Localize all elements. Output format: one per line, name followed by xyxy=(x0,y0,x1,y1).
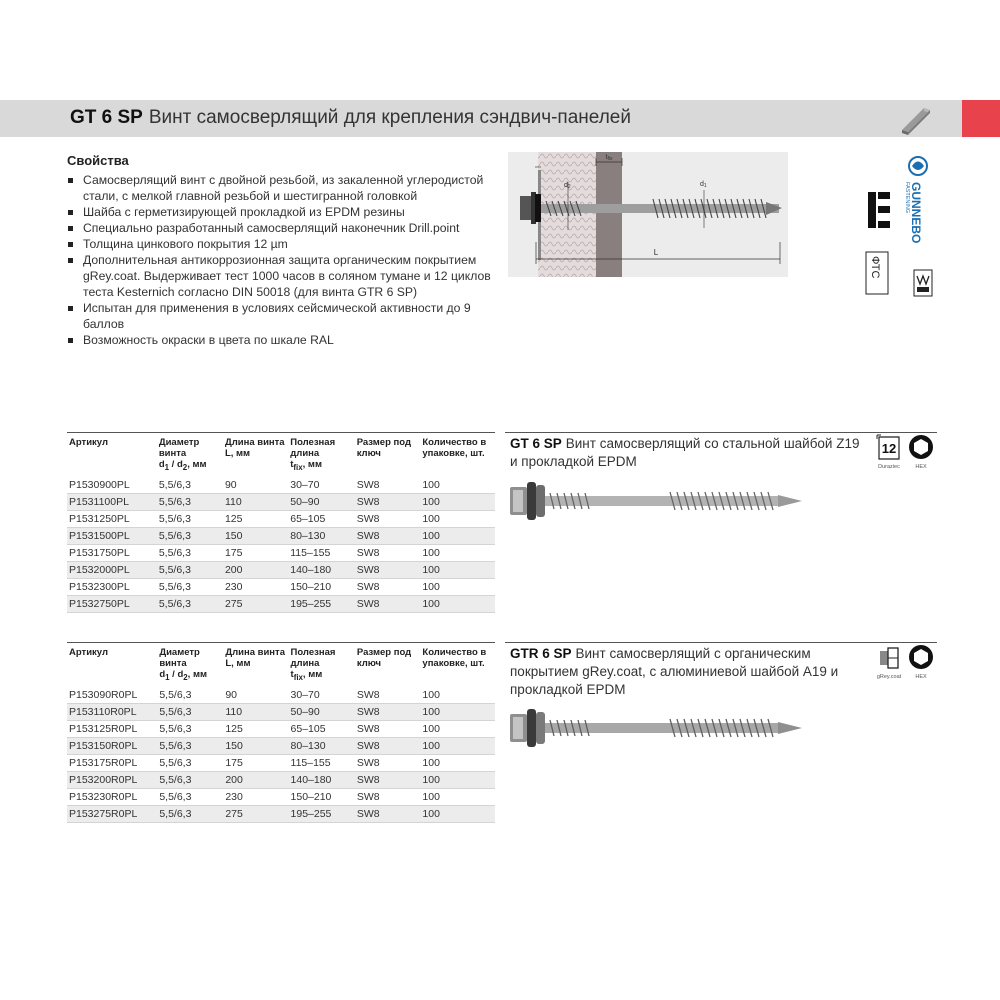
cell-useful-length: 80–130 xyxy=(288,527,354,544)
cell-package-qty: 100 xyxy=(420,771,495,788)
cell-useful-length: 30–70 xyxy=(288,477,354,494)
cell-wrench-size: SW8 xyxy=(355,578,421,595)
cell-diameter: 5,5/6,3 xyxy=(157,493,223,510)
cell-wrench-size: SW8 xyxy=(355,527,421,544)
cell-wrench-size: SW8 xyxy=(355,788,421,805)
label-d1: d1 xyxy=(700,181,707,189)
cell-wrench-size: SW8 xyxy=(355,754,421,771)
label-length: L xyxy=(653,248,659,257)
page-title-code: GT 6 SP xyxy=(70,107,143,128)
product2-title xyxy=(510,645,860,699)
col-package-qty: Количество в упаковке, шт. xyxy=(422,437,487,459)
cell-package-qty: 100 xyxy=(420,510,495,527)
property-item: Возможность окраски в цвета по шкале RAL xyxy=(67,332,497,348)
cell-wrench-size: SW8 xyxy=(355,477,421,494)
cell-useful-length: 195–255 xyxy=(288,595,354,612)
product1-screw-image xyxy=(510,478,805,524)
table-row xyxy=(67,578,495,595)
col-length: Длина винта L, мм xyxy=(225,647,285,669)
cell-diameter: 5,5/6,3 xyxy=(157,544,223,561)
cell-useful-length: 150–210 xyxy=(288,578,354,595)
col-wrench-size: Размер под ключ xyxy=(356,437,411,459)
col-useful-length: Полезная длина $t_{fix}$, мм xyxy=(290,647,336,682)
table-row xyxy=(67,561,495,578)
cell-diameter: 5,5/6,3 xyxy=(157,510,223,527)
cell-package-qty: 100 xyxy=(420,595,495,612)
cell-wrench-size: SW8 xyxy=(355,687,421,704)
hex-head-icon xyxy=(909,435,933,470)
cell-package-qty: 100 xyxy=(420,737,495,754)
cell-wrench-size: SW8 xyxy=(355,805,421,822)
cell-package-qty: 100 xyxy=(420,527,495,544)
cell-useful-length: 50–90 xyxy=(289,703,355,720)
cert-quality-icon xyxy=(914,270,932,296)
label-d2: d2 xyxy=(564,182,571,190)
screw-dimension-diagram xyxy=(508,152,788,277)
cell-length: 230 xyxy=(223,578,288,595)
cell-diameter: 5,5/6,3 xyxy=(157,687,223,704)
cell-article: P153110R0PL xyxy=(67,703,157,720)
product1-code: GT 6 SP xyxy=(510,436,562,451)
label-tfix: tfix xyxy=(605,154,613,162)
table-row xyxy=(67,544,495,561)
cell-article: P153150R0PL xyxy=(67,737,157,754)
cell-useful-length: 65–105 xyxy=(288,510,354,527)
cell-diameter: 5,5/6,3 xyxy=(157,788,223,805)
cell-package-qty: 100 xyxy=(420,788,495,805)
property-item: Шайба с герметизирующей прокладкой из EPDM резины xyxy=(67,204,497,220)
table-row xyxy=(67,771,495,788)
cell-diameter: 5,5/6,3 xyxy=(157,477,223,494)
cell-diameter: 5,5/6,3 xyxy=(157,578,223,595)
cell-article: P1530900PL xyxy=(67,477,157,494)
cell-useful-length: 115–155 xyxy=(288,544,354,561)
cell-package-qty: 100 xyxy=(420,544,495,561)
cell-wrench-size: SW8 xyxy=(355,737,421,754)
cell-length: 125 xyxy=(223,720,288,737)
brand-column xyxy=(862,152,937,302)
cell-length: 90 xyxy=(223,477,288,494)
cell-package-qty: 100 xyxy=(420,477,495,494)
zinc-12-icon xyxy=(877,435,900,470)
property-item: Толщина цинкового покрытия 12 µm xyxy=(67,236,497,252)
cell-wrench-size: SW8 xyxy=(355,703,421,720)
table-row xyxy=(67,510,495,527)
cell-useful-length: 140–180 xyxy=(289,771,355,788)
cell-useful-length: 150–210 xyxy=(289,788,355,805)
cell-useful-length: 30–70 xyxy=(289,687,355,704)
product2-screw-image xyxy=(510,705,805,751)
cell-length: 110 xyxy=(223,703,288,720)
brand-name: GUNNEBO xyxy=(909,182,923,244)
properties-list xyxy=(67,172,497,348)
cell-diameter: 5,5/6,3 xyxy=(157,527,223,544)
table-row xyxy=(67,805,495,822)
col-useful-length: Полезная длина $t_{fix}$, мм xyxy=(290,437,336,472)
col-article: Артикул xyxy=(69,647,108,658)
page-title xyxy=(70,107,631,129)
cell-length: 150 xyxy=(223,737,288,754)
cell-length: 275 xyxy=(223,595,288,612)
cell-diameter: 5,5/6,3 xyxy=(157,703,223,720)
table-row xyxy=(67,754,495,771)
cell-useful-length: 65–105 xyxy=(289,720,355,737)
table-row xyxy=(67,493,495,510)
col-article: Артикул xyxy=(69,437,108,448)
cell-article: P153090R0PL xyxy=(67,687,157,704)
col-package-qty: Количество в упаковке, шт. xyxy=(422,647,487,669)
table-row xyxy=(67,720,495,737)
col-diameter: Диаметр винта $d_1 / d_2$, мм xyxy=(158,437,207,472)
table-row xyxy=(67,477,495,494)
col-diameter: Диаметр винта $d_1 / d_2$, мм xyxy=(159,647,208,682)
properties-heading: Свойства xyxy=(67,153,129,168)
cell-length: 200 xyxy=(223,771,288,788)
property-item: Специально разработанный самосверлящий наконечник Drill.point xyxy=(67,220,497,236)
cell-useful-length: 140–180 xyxy=(288,561,354,578)
cell-article: P1532750PL xyxy=(67,595,157,612)
header-accent xyxy=(962,100,1000,137)
product1-icons xyxy=(875,433,937,473)
grey-coat-caption: gRey.coat xyxy=(876,674,902,680)
hex-head-icon xyxy=(909,645,933,680)
product-table-gtr6sp xyxy=(67,642,495,823)
cell-article: P153275R0PL xyxy=(67,805,157,822)
cert-text: ФТС xyxy=(869,256,881,279)
cell-article: P1531500PL xyxy=(67,527,157,544)
col-wrench-size: Размер под ключ xyxy=(356,647,412,669)
cell-length: 200 xyxy=(223,561,288,578)
cell-length: 90 xyxy=(223,687,288,704)
cell-package-qty: 100 xyxy=(420,493,495,510)
cell-package-qty: 100 xyxy=(420,720,495,737)
cell-wrench-size: SW8 xyxy=(355,720,421,737)
cell-diameter: 5,5/6,3 xyxy=(157,720,223,737)
cell-wrench-size: SW8 xyxy=(355,510,421,527)
cell-wrench-size: SW8 xyxy=(355,595,421,612)
cell-article: P153200R0PL xyxy=(67,771,157,788)
table-row xyxy=(67,703,495,720)
cell-length: 275 xyxy=(223,805,288,822)
hex-caption: HEX xyxy=(915,464,927,470)
cell-useful-length: 115–155 xyxy=(289,754,355,771)
hex-caption: HEX xyxy=(915,674,927,680)
product2-code: GTR 6 SP xyxy=(510,646,572,661)
cell-length: 125 xyxy=(223,510,288,527)
cell-article: P153230R0PL xyxy=(67,788,157,805)
cell-diameter: 5,5/6,3 xyxy=(157,595,223,612)
cell-diameter: 5,5/6,3 xyxy=(157,771,223,788)
cell-diameter: 5,5/6,3 xyxy=(157,737,223,754)
product2-icons xyxy=(875,643,937,683)
cell-wrench-size: SW8 xyxy=(355,561,421,578)
cell-wrench-size: SW8 xyxy=(355,493,421,510)
cell-package-qty: 100 xyxy=(420,703,495,720)
cell-useful-length: 50–90 xyxy=(288,493,354,510)
cert-ftc-icon xyxy=(866,252,888,294)
table-row xyxy=(67,687,495,704)
property-item: Самосверлящий винт с двойной резьбой, из закаленной углеродистой стали, с мелкой главной резьбой и шестигранной головкой xyxy=(67,172,497,204)
cell-length: 230 xyxy=(223,788,288,805)
product-table-gt6sp xyxy=(67,432,495,613)
cell-useful-length: 80–130 xyxy=(289,737,355,754)
table-row xyxy=(67,595,495,612)
property-item: Дополнительная антикоррозионная защита органическим покрытием gRey.coat. Выдерживает тест 1000 часов в соляном тумане и 12 циклов теста Kesternich согласно DIN 50018 (для винта GTR 6 SP) xyxy=(67,252,497,300)
cell-article: P153125R0PL xyxy=(67,720,157,737)
cell-package-qty: 100 xyxy=(420,561,495,578)
cell-diameter: 5,5/6,3 xyxy=(157,805,223,822)
cell-length: 175 xyxy=(223,544,288,561)
col-length: Длина винта L, мм xyxy=(224,437,285,459)
cell-useful-length: 195–255 xyxy=(289,805,355,822)
page-title-text: Винт самосверлящий для крепления сэндвич-панелей xyxy=(148,107,631,128)
table-row xyxy=(67,737,495,754)
cell-article: P1531250PL xyxy=(67,510,157,527)
zinc-value: 12 xyxy=(881,441,897,456)
cell-length: 150 xyxy=(223,527,288,544)
cell-article: P1531750PL xyxy=(67,544,157,561)
cell-package-qty: 100 xyxy=(420,805,495,822)
cell-wrench-size: SW8 xyxy=(355,544,421,561)
cell-article: P1532000PL xyxy=(67,561,157,578)
cell-length: 110 xyxy=(223,493,288,510)
cell-article: P153175R0PL xyxy=(67,754,157,771)
brand-sub: FASTENING xyxy=(904,182,910,214)
cell-wrench-size: SW8 xyxy=(355,771,421,788)
cell-package-qty: 100 xyxy=(420,578,495,595)
cell-diameter: 5,5/6,3 xyxy=(157,754,223,771)
sandwich-profile-icon xyxy=(898,102,934,136)
grey-coat-icon xyxy=(877,648,902,680)
cell-package-qty: 100 xyxy=(420,687,495,704)
cell-diameter: 5,5/6,3 xyxy=(157,561,223,578)
table-row xyxy=(67,788,495,805)
cell-package-qty: 100 xyxy=(420,754,495,771)
cell-article: P1531100PL xyxy=(67,493,157,510)
product2-desc: Винт самосверлящий с органическим покрытием gRey.coat, с алюминиевой шайбой A19 и прокладкой EPDM xyxy=(510,646,839,697)
zinc-caption: Duraziec xyxy=(878,464,900,470)
table-row xyxy=(67,527,495,544)
product1-desc: Винт самосверлящий со стальной шайбой Z19 и прокладкой EPDM xyxy=(510,436,860,469)
section-divider xyxy=(505,432,937,433)
cell-article: P1532300PL xyxy=(67,578,157,595)
product1-title xyxy=(510,435,860,471)
section-divider xyxy=(505,642,937,643)
property-item: Испытан для применения в условиях сейсмической активности до 9 баллов xyxy=(67,300,497,332)
cell-length: 175 xyxy=(223,754,288,771)
ce-mark-icon xyxy=(866,190,892,230)
